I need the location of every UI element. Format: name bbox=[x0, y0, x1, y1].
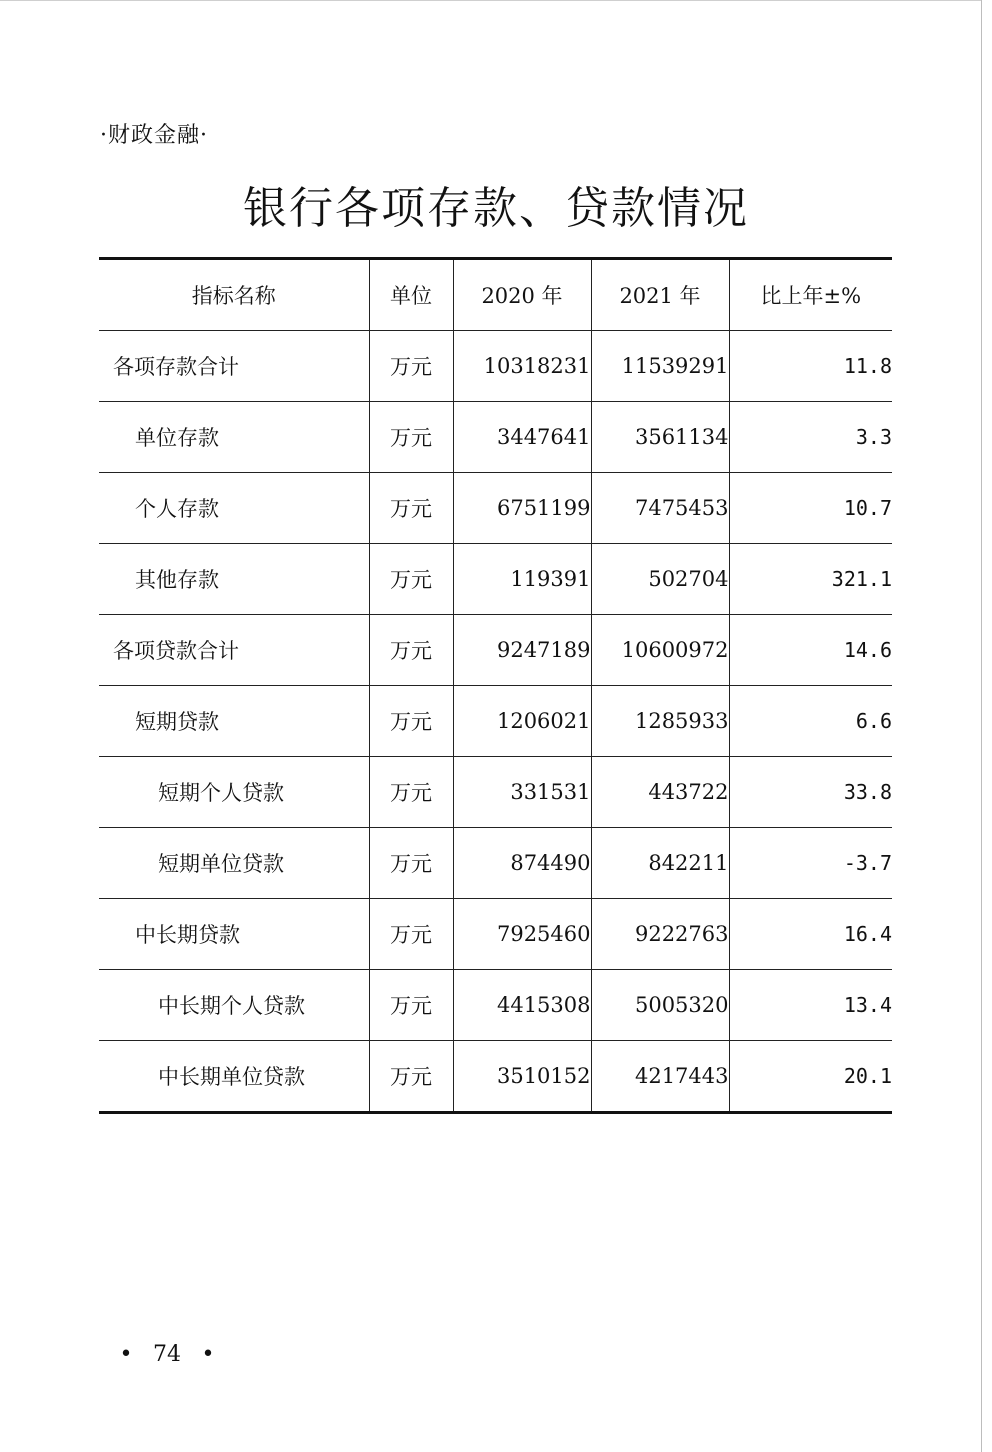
indicator-name-cell: 短期贷款 bbox=[99, 686, 369, 757]
unit-cell: 万元 bbox=[369, 899, 453, 970]
indicator-name-cell: 单位存款 bbox=[99, 402, 369, 473]
column-header-change: 比上年±% bbox=[729, 259, 892, 331]
indicator-name-cell: 中长期单位贷款 bbox=[99, 1041, 369, 1113]
table-row bbox=[99, 402, 892, 473]
value-2020-cell: 7925460 bbox=[453, 899, 591, 970]
unit-cell: 万元 bbox=[369, 970, 453, 1041]
change-percent-cell: 14.6 bbox=[729, 615, 892, 686]
indicator-name-cell: 其他存款 bbox=[99, 544, 369, 615]
unit-cell: 万元 bbox=[369, 828, 453, 899]
table-row bbox=[99, 1041, 892, 1113]
table-row bbox=[99, 544, 892, 615]
unit-cell: 万元 bbox=[369, 1041, 453, 1113]
footer-bullet-left: • bbox=[119, 1342, 133, 1367]
change-percent-cell: 321.1 bbox=[729, 544, 892, 615]
unit-cell: 万元 bbox=[369, 686, 453, 757]
change-percent-cell: 11.8 bbox=[729, 331, 892, 402]
value-2020-cell: 3447641 bbox=[453, 402, 591, 473]
unit-cell: 万元 bbox=[369, 544, 453, 615]
indicator-name-cell: 短期单位贷款 bbox=[99, 828, 369, 899]
change-percent-cell: 3.3 bbox=[729, 402, 892, 473]
column-header-unit: 单位 bbox=[369, 259, 453, 331]
value-2021-cell: 502704 bbox=[591, 544, 729, 615]
value-2020-cell: 10318231 bbox=[453, 331, 591, 402]
value-2021-cell: 443722 bbox=[591, 757, 729, 828]
table-row bbox=[99, 331, 892, 402]
indicator-name-cell: 各项存款合计 bbox=[99, 331, 369, 402]
indicator-name-cell: 中长期个人贷款 bbox=[99, 970, 369, 1041]
table-row bbox=[99, 828, 892, 899]
change-percent-cell: 13.4 bbox=[729, 970, 892, 1041]
page-number: 74 bbox=[153, 1342, 181, 1367]
table-row bbox=[99, 757, 892, 828]
column-header-indicator: 指标名称 bbox=[99, 259, 369, 331]
change-percent-cell: 10.7 bbox=[729, 473, 892, 544]
indicator-name-cell: 中长期贷款 bbox=[99, 899, 369, 970]
value-2021-cell: 5005320 bbox=[591, 970, 729, 1041]
indicator-name-cell: 个人存款 bbox=[99, 473, 369, 544]
indicator-name-cell: 短期个人贷款 bbox=[99, 757, 369, 828]
indicator-name-cell: 各项贷款合计 bbox=[99, 615, 369, 686]
change-percent-cell: 20.1 bbox=[729, 1041, 892, 1113]
unit-cell: 万元 bbox=[369, 615, 453, 686]
value-2020-cell: 3510152 bbox=[453, 1041, 591, 1113]
unit-cell: 万元 bbox=[369, 473, 453, 544]
value-2021-cell: 3561134 bbox=[591, 402, 729, 473]
unit-cell: 万元 bbox=[369, 331, 453, 402]
unit-cell: 万元 bbox=[369, 402, 453, 473]
footer-bullet-right: • bbox=[201, 1342, 215, 1367]
value-2021-cell: 1285933 bbox=[591, 686, 729, 757]
page-edge-top bbox=[0, 0, 982, 1]
value-2021-cell: 9222763 bbox=[591, 899, 729, 970]
value-2020-cell: 4415308 bbox=[453, 970, 591, 1041]
page-title: 银行各项存款、贷款情况 bbox=[243, 183, 749, 234]
value-2020-cell: 9247189 bbox=[453, 615, 591, 686]
deposit-loan-table bbox=[99, 257, 892, 1114]
table-row bbox=[99, 473, 892, 544]
change-percent-cell: 33.8 bbox=[729, 757, 892, 828]
value-2021-cell: 7475453 bbox=[591, 473, 729, 544]
table-row bbox=[99, 686, 892, 757]
value-2020-cell: 6751199 bbox=[453, 473, 591, 544]
value-2020-cell: 1206021 bbox=[453, 686, 591, 757]
page-footer bbox=[112, 1342, 222, 1367]
table-row bbox=[99, 615, 892, 686]
change-percent-cell: 6.6 bbox=[729, 686, 892, 757]
column-header-2020: 2020 年 bbox=[453, 259, 591, 331]
value-2020-cell: 119391 bbox=[453, 544, 591, 615]
value-2021-cell: 11539291 bbox=[591, 331, 729, 402]
change-percent-cell: -3.7 bbox=[729, 828, 892, 899]
table-header-row bbox=[99, 259, 892, 331]
value-2021-cell: 4217443 bbox=[591, 1041, 729, 1113]
table-row bbox=[99, 970, 892, 1041]
value-2020-cell: 331531 bbox=[453, 757, 591, 828]
change-percent-cell: 16.4 bbox=[729, 899, 892, 970]
value-2021-cell: 842211 bbox=[591, 828, 729, 899]
table-body bbox=[99, 331, 892, 1113]
unit-cell: 万元 bbox=[369, 757, 453, 828]
value-2020-cell: 874490 bbox=[453, 828, 591, 899]
section-tag: ·财政金融· bbox=[100, 123, 208, 148]
column-header-2021: 2021 年 bbox=[591, 259, 729, 331]
table-row bbox=[99, 899, 892, 970]
value-2021-cell: 10600972 bbox=[591, 615, 729, 686]
